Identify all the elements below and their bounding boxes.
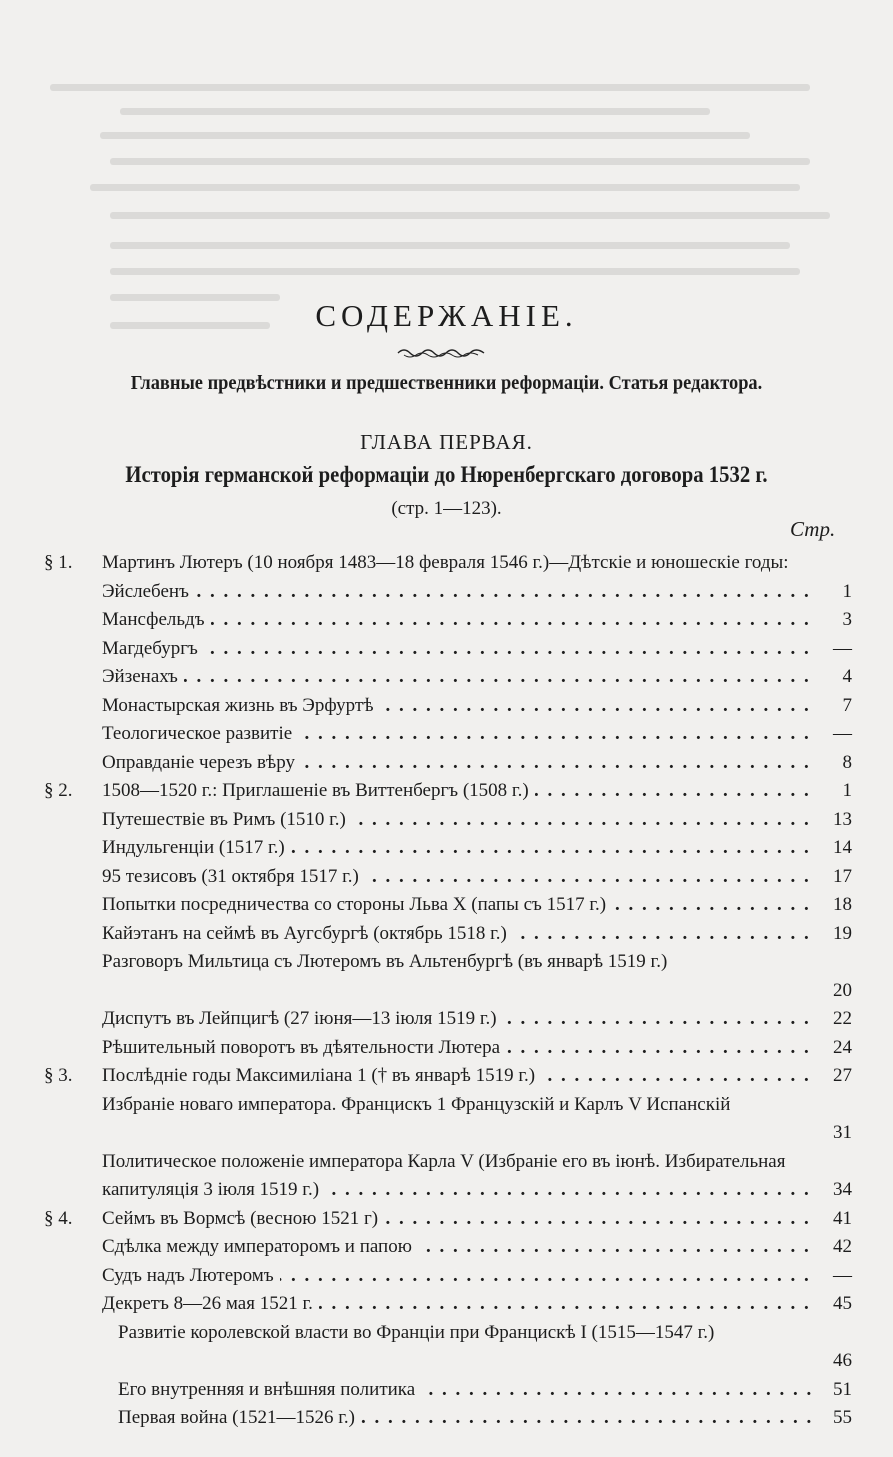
page-title: СОДЕРЖАНІЕ.	[315, 298, 578, 333]
toc-entry	[44, 834, 852, 863]
toc-entry-text: Сеймъ въ Вормсѣ (весною 1521 г)	[102, 1208, 384, 1229]
toc-page-number: 1	[842, 580, 852, 602]
toc-entry	[44, 863, 852, 892]
toc-entry-text: Оправданіе черезъ вѣру	[102, 752, 301, 773]
toc-entry-text: Развитіе королевской власти во Франціи при Францискѣ I (1515—1547 г.)	[118, 1322, 720, 1343]
toc-page-number: 55	[833, 1407, 852, 1428]
toc-page-number: 51	[833, 1378, 852, 1400]
toc-entry-text: Мартинъ Лютеръ (10 ноября 1483—18 февраля 1546 г.)—Дѣтскіе и юношескіе годы: Эйслебенъ	[102, 552, 789, 602]
toc-page-number: 31	[833, 1122, 852, 1143]
toc-page-number: 17	[833, 865, 852, 887]
toc-entry-text: Судъ надъ Лютеромъ	[102, 1265, 280, 1286]
toc-page-number: 34	[833, 1179, 852, 1200]
toc-entry-text: 1508—1520 г.: Приглашеніе въ Виттенбергъ (1508 г.)	[102, 780, 535, 801]
toc-entry	[44, 720, 852, 749]
toc-page-number: 8	[842, 751, 852, 773]
section-number: § 2.	[44, 780, 73, 801]
toc-page-number: 18	[833, 894, 852, 915]
toc-page-number: 22	[833, 1008, 852, 1029]
toc-entry	[44, 1091, 852, 1148]
toc-entry-text: Попытки посредничества со стороны Льва X (папы съ 1517 г.)	[102, 894, 612, 915]
toc-entry	[44, 891, 852, 920]
chapter-title: Исторія германской реформаціи до Нюренбергскаго договора 1532 г.	[125, 462, 768, 487]
toc-entry-text: Первая война (1521—1526 г.)	[118, 1407, 361, 1428]
toc-entry	[44, 1205, 852, 1234]
toc-entry-text: Политическое положеніе императора Карла V (Избраніе его въ іюнѣ. Избирательная капитуляція 3 іюля 1519 г.)	[102, 1150, 786, 1200]
section-number: § 4.	[44, 1207, 73, 1229]
toc-entry-text: Монастырская жизнь въ Эрфуртѣ	[102, 695, 380, 716]
toc-page-number: 4	[842, 666, 852, 687]
toc-entry	[44, 1233, 852, 1262]
toc-page-number: 19	[833, 922, 852, 944]
toc-entry	[44, 806, 852, 835]
section-number: § 3.	[44, 1065, 73, 1086]
toc-entry-text: Индульгенціи (1517 г.)	[102, 837, 291, 858]
toc-entry-text: 95 тезисовъ (31 октября 1517 г.)	[102, 866, 365, 887]
toc-entry	[44, 1404, 852, 1433]
toc-page-number: 42	[833, 1236, 852, 1257]
toc-entry	[44, 1148, 852, 1205]
toc-entry	[44, 1062, 852, 1091]
toc-entry	[44, 1290, 852, 1319]
toc-page-number: 46	[833, 1350, 852, 1371]
toc-page-number: 27	[833, 1065, 852, 1086]
toc-page-number: 13	[833, 808, 852, 830]
toc-entry-text: Магдебургъ	[102, 638, 204, 659]
toc-entry-text: Сдѣлка между императоромъ и папою	[102, 1236, 418, 1257]
toc-entry-text: Рѣшительный поворотъ въ дѣятельности Лютера	[102, 1037, 506, 1058]
toc-entry	[44, 777, 852, 806]
toc-entry	[44, 1034, 852, 1063]
toc-entry-text: Диспутъ въ Лейпцигѣ (27 іюня—13 іюля 1519 г.)	[102, 1008, 503, 1029]
toc-page-number: —	[833, 723, 852, 744]
toc-page-number: —	[833, 637, 852, 659]
toc-entry-text: Эйзенахъ	[102, 666, 184, 687]
toc-page-number: 45	[833, 1293, 852, 1314]
toc-entry	[44, 948, 852, 1005]
toc-entry-text: Избраніе новаго императора. Францискъ 1 Французскій и Карлъ V Испанскій	[102, 1094, 736, 1115]
ornament-divider	[396, 343, 486, 363]
chapter-heading: ГЛАВА ПЕРВАЯ.	[360, 430, 533, 454]
toc-entry-text: Кайэтанъ на сеймѣ въ Аугсбургѣ (октябрь 1518 г.)	[102, 923, 513, 944]
toc-entry	[44, 549, 852, 606]
toc-entry	[44, 1376, 852, 1405]
toc-page-number: 7	[842, 694, 852, 716]
toc-entry	[44, 1262, 852, 1291]
table-of-contents	[44, 549, 852, 1433]
toc-entry-text: Декретъ 8—26 мая 1521 г.	[102, 1293, 319, 1314]
toc-entry	[44, 920, 852, 949]
toc-entry	[44, 692, 852, 721]
toc-page-number: 3	[842, 609, 852, 630]
toc-entry-text: Его внутренняя и внѣшняя политика	[118, 1379, 421, 1400]
toc-page-number: 41	[833, 1207, 852, 1229]
toc-page-number: 14	[833, 837, 852, 858]
toc-entry	[44, 663, 852, 692]
toc-entry-text: Разговоръ Мильтица съ Лютеромъ въ Альтенбургѣ (въ январѣ 1519 г.)	[102, 951, 673, 972]
toc-entry-text: Мансфельдъ	[102, 609, 211, 630]
toc-page-number: 1	[842, 780, 852, 801]
toc-page-number: 20	[833, 979, 852, 1001]
introductory-article-title: Главные предвѣстники и предшественники реформаціи. Статья редактора.	[130, 372, 763, 394]
chapter-page-range: (стр. 1—123).	[391, 498, 502, 519]
toc-page-number: —	[833, 1264, 852, 1286]
toc-entry	[44, 1005, 852, 1034]
toc-entry	[44, 1319, 852, 1376]
toc-entry	[44, 606, 852, 635]
page-column-label: Стр.	[790, 517, 836, 541]
toc-entry-text: Теологическое развитіе	[102, 723, 298, 744]
toc-entry	[44, 749, 852, 778]
section-number: § 1.	[44, 552, 73, 573]
toc-entry-text: Путешествіе въ Римъ (1510 г.)	[102, 809, 352, 830]
toc-entry	[44, 635, 852, 664]
toc-entry-text: Послѣдніе годы Максимиліана 1 († въ январѣ 1519 г.)	[102, 1065, 541, 1086]
toc-page-number: 24	[833, 1036, 852, 1058]
